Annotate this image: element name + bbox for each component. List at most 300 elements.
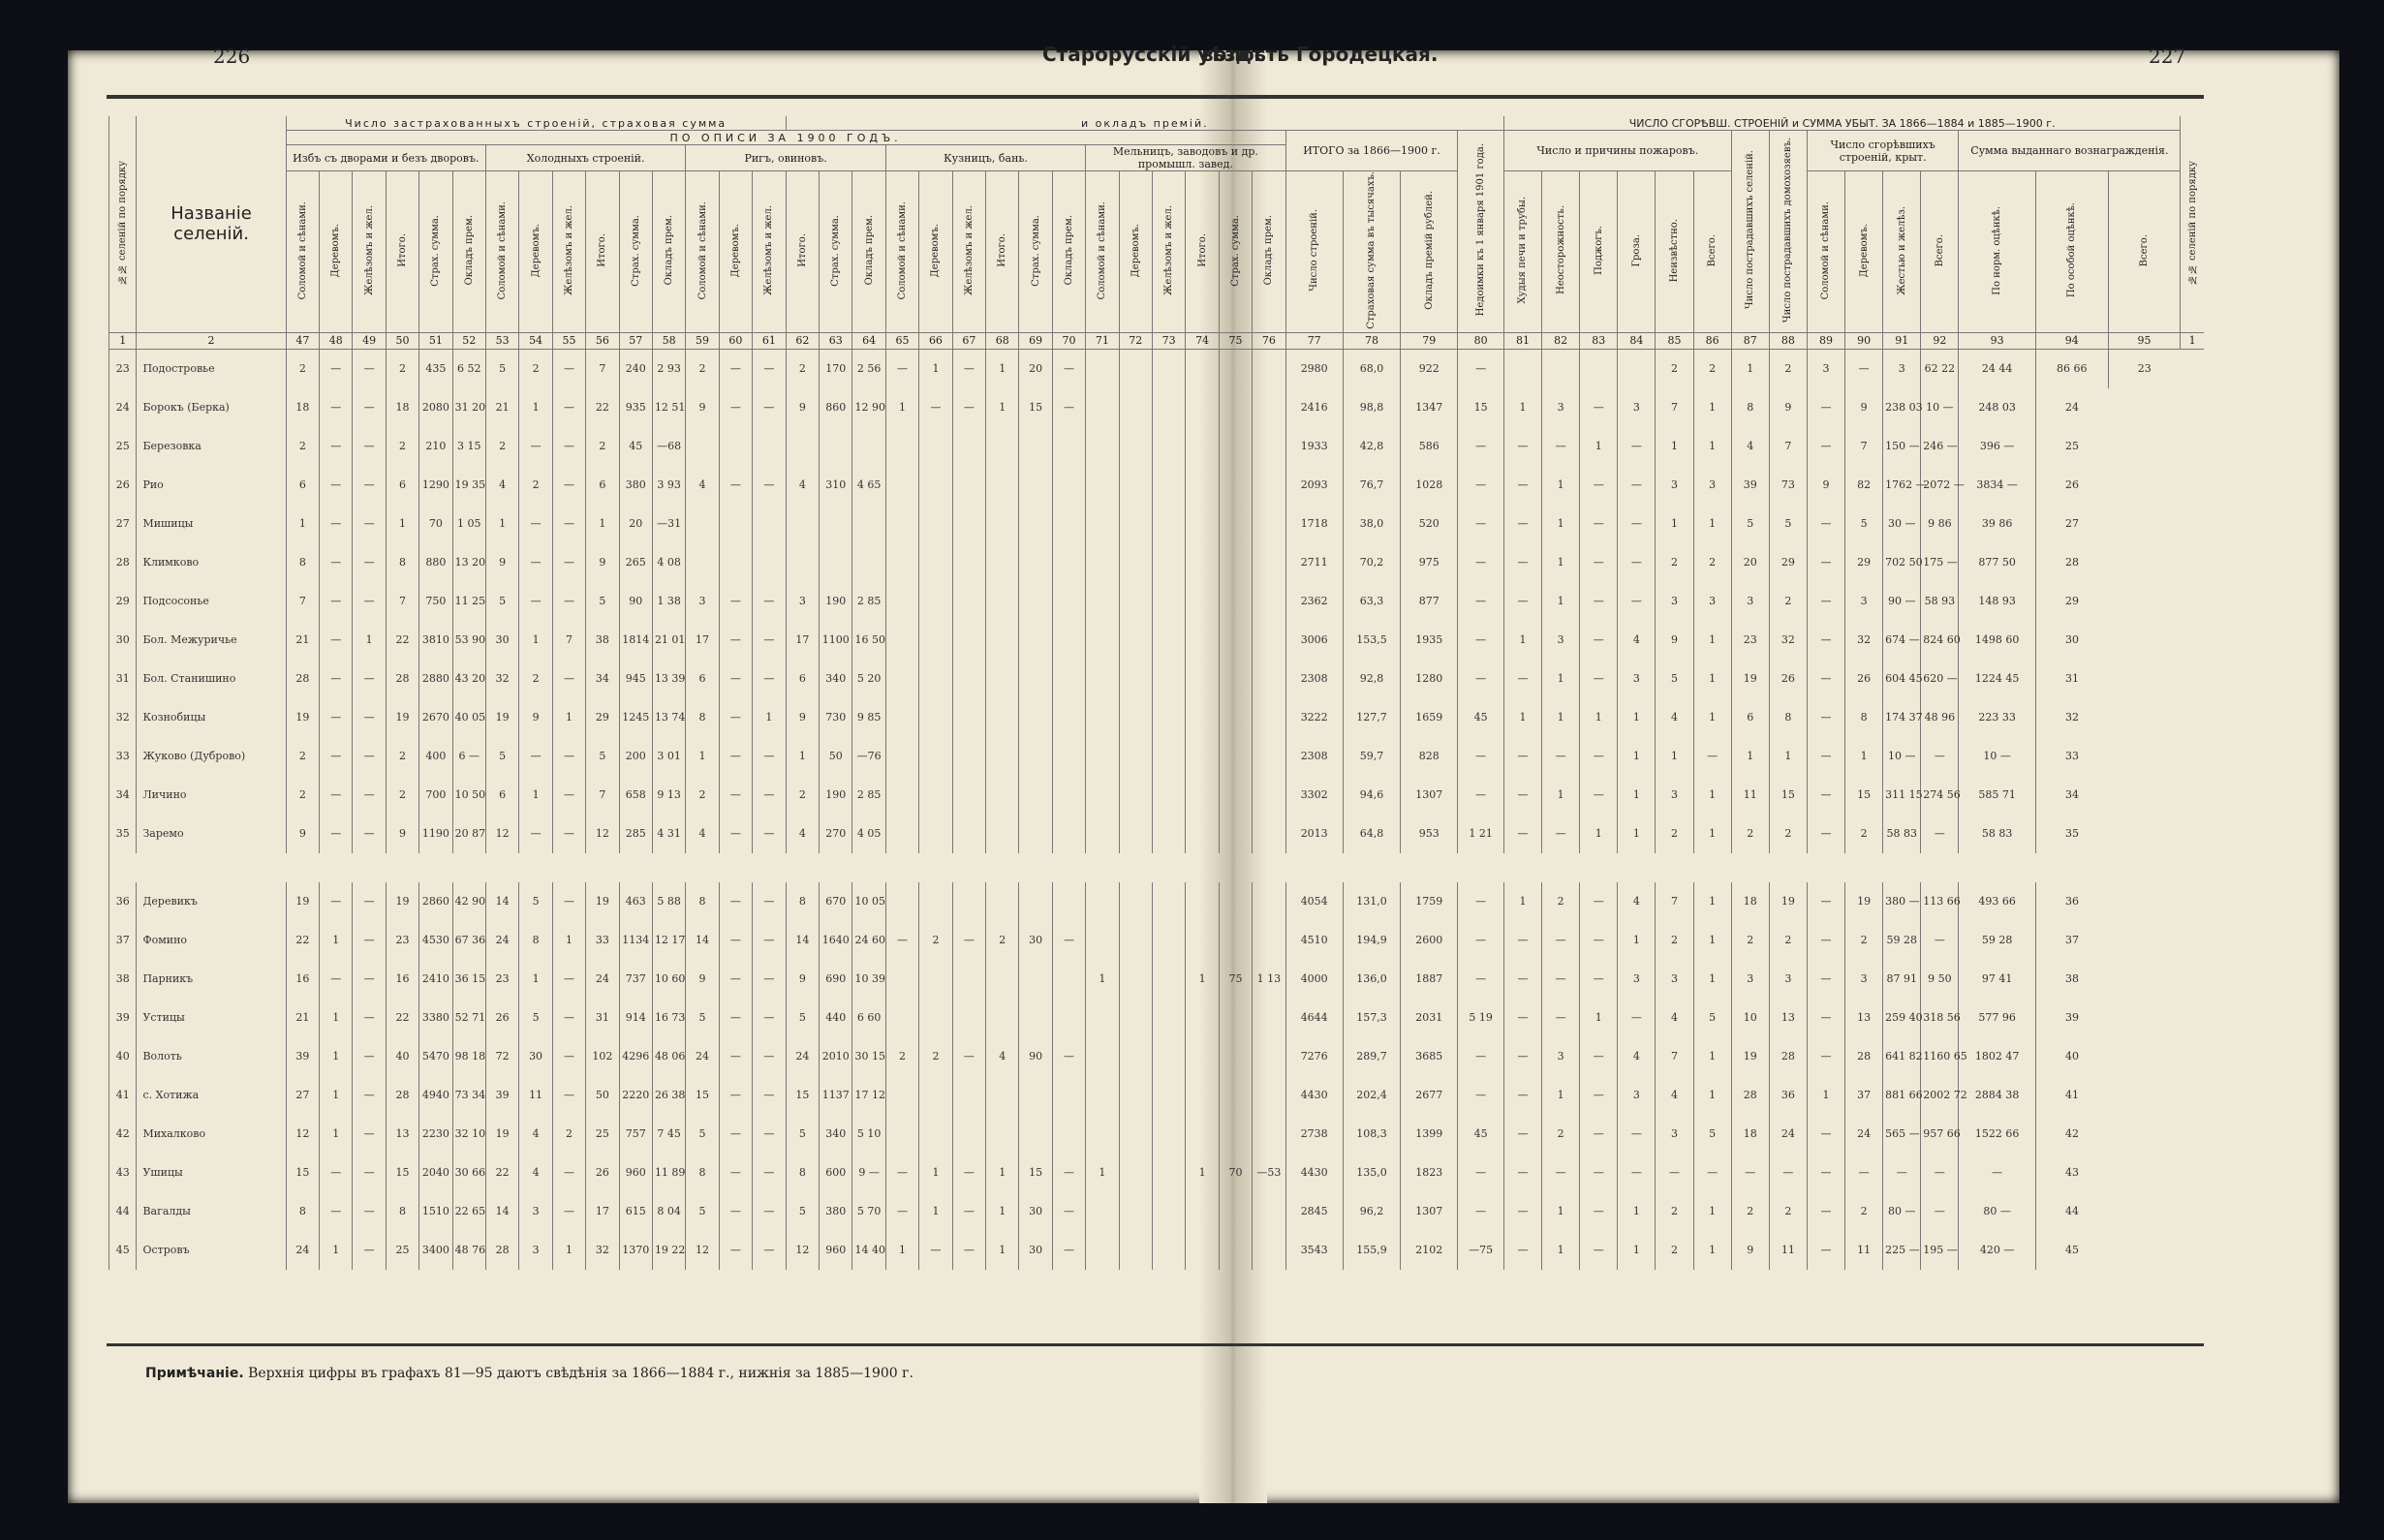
main-title-left: Число застрахованныхъ строеній, страховая сумма xyxy=(286,116,786,131)
table-cell: 2 xyxy=(1769,921,1807,960)
table-cell xyxy=(952,737,985,776)
table-row xyxy=(109,1076,2205,1115)
table-cell: 9 xyxy=(786,388,819,427)
table-cell xyxy=(1119,1037,1152,1076)
table-cell: 19 xyxy=(485,698,518,737)
sub-wood: Деревомъ. xyxy=(919,171,952,333)
table-cell: 36 xyxy=(1769,1076,1807,1115)
table-cell xyxy=(1253,999,1285,1037)
table-cell: 25 xyxy=(586,1115,619,1154)
table-cell: 58 83 xyxy=(1959,815,2035,853)
table-row xyxy=(109,815,2205,853)
table-cell: 18 xyxy=(386,388,418,427)
table-cell: 19 22 xyxy=(652,1231,685,1270)
table-cell: 19 xyxy=(586,882,619,921)
table-cell: — xyxy=(320,466,353,505)
table-cell: 20 xyxy=(619,505,652,543)
table-cell: 7 xyxy=(1656,1037,1693,1076)
table-cell xyxy=(686,505,719,543)
table-cell: 50 xyxy=(820,737,852,776)
table-cell xyxy=(952,660,985,698)
table-cell: — xyxy=(719,698,752,737)
row-number: 31 xyxy=(109,660,137,698)
table-cell: 2 xyxy=(286,427,319,466)
table-cell: — xyxy=(552,349,585,388)
sub-total: Итого. xyxy=(586,171,619,333)
table-cell: 2 xyxy=(1693,543,1731,582)
table-row xyxy=(109,1154,2205,1192)
table-cell: 30 xyxy=(2035,621,2108,660)
table-cell: 8 xyxy=(1769,698,1807,737)
column-number: 62 xyxy=(786,332,819,349)
table-cell: 11 xyxy=(519,1076,552,1115)
table-cell: 2 xyxy=(1845,921,1883,960)
table-cell: 23 xyxy=(386,921,418,960)
table-cell: 674 — xyxy=(1883,621,1921,660)
column-number: 94 xyxy=(2035,332,2108,349)
table-cell: 3 xyxy=(1618,660,1656,698)
table-cell: — xyxy=(719,1154,752,1192)
column-number: 77 xyxy=(1285,332,1343,349)
table-cell: 1 xyxy=(1731,349,1769,388)
table-cell: 26 xyxy=(586,1154,619,1192)
table-cell xyxy=(1052,999,1085,1037)
table-cell: 24 xyxy=(1769,1115,1807,1154)
table-cell xyxy=(1186,582,1219,621)
table-cell: — xyxy=(719,1192,752,1231)
table-cell: 39 xyxy=(286,1037,319,1076)
table-cell: 30 66 xyxy=(452,1154,485,1192)
table-cell: 2 xyxy=(1656,921,1693,960)
table-cell: 5 xyxy=(519,999,552,1037)
table-cell: — xyxy=(952,1192,985,1231)
table-cell xyxy=(1253,1115,1285,1154)
table-cell: 223 33 xyxy=(1959,698,2035,737)
table-cell: 6 52 xyxy=(452,349,485,388)
table-cell: 76,7 xyxy=(1343,466,1400,505)
table-cell: 311 15 xyxy=(1883,776,1921,815)
table-cell: 41 xyxy=(2035,1076,2108,1115)
table-cell: 1 xyxy=(1807,1076,1844,1115)
table-cell xyxy=(786,543,819,582)
table-cell: 2 xyxy=(1769,582,1807,621)
table-cell: — xyxy=(552,582,585,621)
table-cell: 26 xyxy=(2035,466,2108,505)
table-cell: 10 60 xyxy=(652,960,685,999)
burned-wood: Деревомъ. xyxy=(1845,171,1883,333)
table-cell: — xyxy=(353,388,386,427)
table-row xyxy=(109,349,2205,388)
table-cell xyxy=(1086,921,1119,960)
row-number: 41 xyxy=(109,1076,137,1115)
table-cell: 1 xyxy=(1693,505,1731,543)
table-cell xyxy=(1119,776,1152,815)
table-cell: 13 74 xyxy=(652,698,685,737)
comp-total: Всего. xyxy=(2108,171,2181,333)
table-cell: 153,5 xyxy=(1343,621,1400,660)
table-cell: 1 xyxy=(552,921,585,960)
table-cell: 8 xyxy=(686,698,719,737)
table-cell: 28 xyxy=(1769,1037,1807,1076)
village-name: Волоть xyxy=(137,1037,286,1076)
table-cell: 22 xyxy=(386,621,418,660)
table-cell: 1 xyxy=(1086,1154,1119,1192)
table-cell: 16 xyxy=(286,960,319,999)
table-cell: 3380 xyxy=(419,999,452,1037)
table-cell xyxy=(1019,1115,1052,1154)
table-cell: 4430 xyxy=(1285,1076,1343,1115)
table-cell: 44 xyxy=(2035,1192,2108,1231)
table-cell xyxy=(786,505,819,543)
table-cell: — xyxy=(1580,882,1618,921)
table-cell: 1522 66 xyxy=(1959,1115,2035,1154)
table-cell: 600 xyxy=(820,1154,852,1192)
table-cell: 17 xyxy=(786,621,819,660)
table-cell xyxy=(952,1076,985,1115)
table-cell xyxy=(719,427,752,466)
table-cell: 2 xyxy=(519,349,552,388)
table-cell: 70,2 xyxy=(1343,543,1400,582)
row-num-header-right: №№ селеній по порядку xyxy=(2181,116,2204,332)
table-cell xyxy=(1119,737,1152,776)
table-cell: 9 xyxy=(686,960,719,999)
table-cell: 2 xyxy=(1731,921,1769,960)
table-cell: 3 xyxy=(1542,1037,1580,1076)
table-cell xyxy=(1052,660,1085,698)
table-cell: 9 xyxy=(485,543,518,582)
burned-count-header: Число сгорѣвшихъ строеній, крыт. xyxy=(1807,131,1959,171)
table-cell: 39 xyxy=(2035,999,2108,1037)
table-cell: — xyxy=(320,349,353,388)
table-cell: 62 22 xyxy=(1921,349,1959,388)
table-cell xyxy=(1052,737,1085,776)
table-cell xyxy=(1253,582,1285,621)
table-cell: 1 xyxy=(986,1192,1019,1231)
table-cell xyxy=(885,815,918,853)
table-cell: — xyxy=(719,921,752,960)
table-cell: 1 xyxy=(1542,660,1580,698)
table-cell: 1823 xyxy=(1401,1154,1458,1192)
table-cell: 5 xyxy=(1656,660,1693,698)
table-cell xyxy=(1186,388,1219,427)
table-cell: 2 xyxy=(519,466,552,505)
table-cell: 1 xyxy=(1769,737,1807,776)
cause-arson: Поджогъ. xyxy=(1580,171,1618,333)
village-name: Рио xyxy=(137,466,286,505)
table-cell: 3 xyxy=(1693,582,1731,621)
column-number: 78 xyxy=(1343,332,1400,349)
table-cell: — xyxy=(552,960,585,999)
table-cell: 3 xyxy=(1769,960,1807,999)
table-cell: 14 xyxy=(485,882,518,921)
table-cell: — xyxy=(1503,427,1541,466)
table-cell: — xyxy=(320,582,353,621)
table-cell: 127,7 xyxy=(1343,698,1400,737)
column-number: 67 xyxy=(952,332,985,349)
table-cell: 9 xyxy=(586,543,619,582)
table-cell: 1 xyxy=(753,698,787,737)
table-cell: 4 xyxy=(1731,427,1769,466)
table-cell: 42,8 xyxy=(1343,427,1400,466)
sub-wood: Деревомъ. xyxy=(320,171,353,333)
column-number: 89 xyxy=(1807,332,1844,349)
table-cell xyxy=(1219,505,1252,543)
row-number: 42 xyxy=(109,1115,137,1154)
table-cell: 5 xyxy=(485,737,518,776)
table-cell: 2 xyxy=(919,921,952,960)
table-cell: 3222 xyxy=(1285,698,1343,737)
burned-total: Всего. xyxy=(1921,171,1959,333)
table-cell xyxy=(820,427,852,466)
table-cell: 3302 xyxy=(1285,776,1343,815)
table-cell: 75 xyxy=(1219,960,1252,999)
table-cell: — xyxy=(353,1154,386,1192)
table-cell xyxy=(753,427,787,466)
table-cell: 32 10 xyxy=(452,1115,485,1154)
table-cell: 24 xyxy=(586,960,619,999)
table-cell: 5 19 xyxy=(1458,999,1503,1037)
table-cell: 3006 xyxy=(1285,621,1343,660)
table-cell: 22 xyxy=(485,1154,518,1192)
table-cell xyxy=(1219,737,1252,776)
table-cell: 5 xyxy=(586,582,619,621)
table-cell: 2845 xyxy=(1285,1192,1343,1231)
table-cell: — xyxy=(719,582,752,621)
village-name: Вагалды xyxy=(137,1192,286,1231)
table-cell: 1 xyxy=(320,1076,353,1115)
table-cell: 565 — xyxy=(1883,1115,1921,1154)
table-cell: 4 xyxy=(485,466,518,505)
table-cell: — xyxy=(719,388,752,427)
table-cell: 1 xyxy=(485,505,518,543)
table-cell: 1 xyxy=(320,1231,353,1270)
table-cell: — xyxy=(1807,427,1844,466)
cause-careless: Неосторожность. xyxy=(1542,171,1580,333)
table-cell: 12 90 xyxy=(852,388,885,427)
table-cell xyxy=(1186,1037,1219,1076)
arrears-header: Недоимки къ 1 января 1901 года. xyxy=(1458,131,1503,333)
table-cell: 5 xyxy=(586,737,619,776)
table-cell: 265 xyxy=(619,543,652,582)
table-cell: 4 31 xyxy=(652,815,685,853)
table-cell: — xyxy=(1807,698,1844,737)
cause-unknown: Неизвѣстно. xyxy=(1656,171,1693,333)
table-cell: 1762 — xyxy=(1883,466,1921,505)
table-cell: 31 xyxy=(2035,660,2108,698)
column-number: 55 xyxy=(552,332,585,349)
table-cell: 4530 xyxy=(419,921,452,960)
table-cell xyxy=(885,505,918,543)
table-cell: 2 xyxy=(1656,1192,1693,1231)
table-cell: 3 xyxy=(1618,388,1656,427)
table-cell: — xyxy=(353,815,386,853)
table-cell: 32 xyxy=(2035,698,2108,737)
sub-total: Итого. xyxy=(386,171,418,333)
table-cell xyxy=(885,882,918,921)
table-cell: 13 xyxy=(1845,999,1883,1037)
table-cell: — xyxy=(1580,1076,1618,1115)
table-cell: — xyxy=(1618,1154,1656,1192)
table-cell xyxy=(986,882,1019,921)
table-cell xyxy=(919,698,952,737)
table-cell: 2 xyxy=(386,427,418,466)
table-cell: 70 xyxy=(1219,1154,1252,1192)
row-spacer xyxy=(109,853,2205,882)
table-cell: 45 xyxy=(1458,1115,1503,1154)
table-cell: 8 xyxy=(686,1154,719,1192)
table-cell: 14 40 xyxy=(852,1231,885,1270)
table-cell: — xyxy=(1458,1154,1503,1192)
table-cell: 26 xyxy=(1845,660,1883,698)
table-cell: 960 xyxy=(820,1231,852,1270)
table-cell xyxy=(1119,582,1152,621)
table-cell: — xyxy=(1656,1154,1693,1192)
table-cell: — xyxy=(1807,582,1844,621)
table-cell: — xyxy=(519,815,552,853)
table-cell xyxy=(1152,466,1185,505)
table-cell xyxy=(1052,960,1085,999)
table-cell: 86 66 xyxy=(2035,349,2108,388)
table-cell: 12 51 xyxy=(652,388,685,427)
burned-iron: Жестью и желѣз. xyxy=(1883,171,1921,333)
table-cell: 1814 xyxy=(619,621,652,660)
table-cell: 31 xyxy=(586,999,619,1037)
table-cell: 45 xyxy=(1458,698,1503,737)
table-cell xyxy=(1152,388,1185,427)
table-cell: 2884 38 xyxy=(1959,1076,2035,1115)
table-cell: 36 15 xyxy=(452,960,485,999)
table-cell: 52 71 xyxy=(452,999,485,1037)
table-cell: 38,0 xyxy=(1343,505,1400,543)
column-number: 64 xyxy=(852,332,885,349)
table-cell xyxy=(1186,349,1219,388)
table-cell: — xyxy=(1503,1154,1541,1192)
table-cell: — xyxy=(1580,660,1618,698)
table-cell: 33 xyxy=(586,921,619,960)
table-cell: 1307 xyxy=(1401,776,1458,815)
table-cell: — xyxy=(1542,1154,1580,1192)
row-number: 23 xyxy=(109,349,137,388)
table-cell: 10 — xyxy=(1883,737,1921,776)
table-cell: 1 xyxy=(1693,776,1731,815)
table-cell: — xyxy=(1542,960,1580,999)
table-cell: 10 39 xyxy=(852,960,885,999)
table-row xyxy=(109,582,2205,621)
table-cell: 2 xyxy=(919,1037,952,1076)
table-cell: — xyxy=(1580,776,1618,815)
row-number: 25 xyxy=(109,427,137,466)
table-cell: — xyxy=(1503,815,1541,853)
table-cell: 3 xyxy=(786,582,819,621)
comp-special: По особой оцѣнкѣ. xyxy=(2035,171,2108,333)
table-cell xyxy=(1152,1115,1185,1154)
table-cell: 32 xyxy=(586,1231,619,1270)
table-cell: 2 xyxy=(1769,1192,1807,1231)
table-cell: 32 xyxy=(1769,621,1807,660)
table-cell: 824 60 xyxy=(1921,621,1959,660)
table-cell: 20 xyxy=(1019,349,1052,388)
table-cell: 1 xyxy=(919,1192,952,1231)
table-cell: 1887 xyxy=(1401,960,1458,999)
table-cell: — xyxy=(1052,1192,1085,1231)
table-cell: 3 xyxy=(1656,776,1693,815)
table-cell: — xyxy=(1807,815,1844,853)
table-cell: 21 xyxy=(286,621,319,660)
table-cell: 17 xyxy=(586,1192,619,1231)
village-name: Подсосонье xyxy=(137,582,286,621)
table-cell: 5 xyxy=(485,582,518,621)
table-cell: — xyxy=(1503,737,1541,776)
table-cell: 72 xyxy=(485,1037,518,1076)
table-cell: 914 xyxy=(619,999,652,1037)
table-cell: 1 xyxy=(919,1154,952,1192)
table-cell: 1137 xyxy=(820,1076,852,1115)
table-cell: — xyxy=(1580,921,1618,960)
table-cell: 828 xyxy=(1401,737,1458,776)
table-cell: — xyxy=(320,427,353,466)
table-cell xyxy=(1019,698,1052,737)
table-cell xyxy=(885,1115,918,1154)
table-cell: 34 xyxy=(2035,776,2108,815)
table-cell: 2 xyxy=(1845,1192,1883,1231)
table-cell: — xyxy=(1458,921,1503,960)
table-cell: 155,9 xyxy=(1343,1231,1400,1270)
table-cell xyxy=(986,543,1019,582)
table-cell: — xyxy=(1693,737,1731,776)
table-cell: 6 xyxy=(485,776,518,815)
table-cell: 5 xyxy=(686,1115,719,1154)
table-cell: 3 xyxy=(1731,960,1769,999)
column-number: 71 xyxy=(1086,332,1119,349)
inventory-title: ПО ОПИСИ ЗА 1900 ГОДЪ. xyxy=(286,131,1285,145)
table-cell: — xyxy=(552,1192,585,1231)
table-cell xyxy=(719,543,752,582)
table-cell: 35 xyxy=(2035,815,2108,853)
table-cell: — xyxy=(719,466,752,505)
table-cell: 4430 xyxy=(1285,1154,1343,1192)
table-cell: — xyxy=(353,776,386,815)
row-number: 36 xyxy=(109,882,137,921)
table-cell: 1 xyxy=(1542,1076,1580,1115)
village-name: Подостровье xyxy=(137,349,286,388)
table-cell: — xyxy=(1807,660,1844,698)
table-cell: 2980 xyxy=(1285,349,1343,388)
table-cell: 19 xyxy=(1731,1037,1769,1076)
table-cell: 4510 xyxy=(1285,921,1343,960)
table-cell xyxy=(1086,1115,1119,1154)
table-cell xyxy=(1186,1076,1219,1115)
table-cell: 1802 47 xyxy=(1959,1037,2035,1076)
table-cell: 2220 xyxy=(619,1076,652,1115)
table-cell: 1160 65 xyxy=(1921,1037,1959,1076)
table-cell: 15 xyxy=(1019,388,1052,427)
table-cell: 1 xyxy=(1580,698,1618,737)
table-cell: 380 — xyxy=(1883,882,1921,921)
table-cell: 2 xyxy=(1542,882,1580,921)
table-cell: 28 xyxy=(485,1231,518,1270)
table-cell xyxy=(1152,737,1185,776)
table-cell xyxy=(1086,882,1119,921)
table-cell: 2013 xyxy=(1285,815,1343,853)
table-cell: 38 xyxy=(586,621,619,660)
table-cell: 11 89 xyxy=(652,1154,685,1192)
table-cell: 2308 xyxy=(1285,660,1343,698)
table-cell: 27 xyxy=(2035,505,2108,543)
table-cell xyxy=(1186,621,1219,660)
column-number: 48 xyxy=(320,332,353,349)
village-name: Островъ xyxy=(137,1231,286,1270)
village-name: Березовка xyxy=(137,427,286,466)
